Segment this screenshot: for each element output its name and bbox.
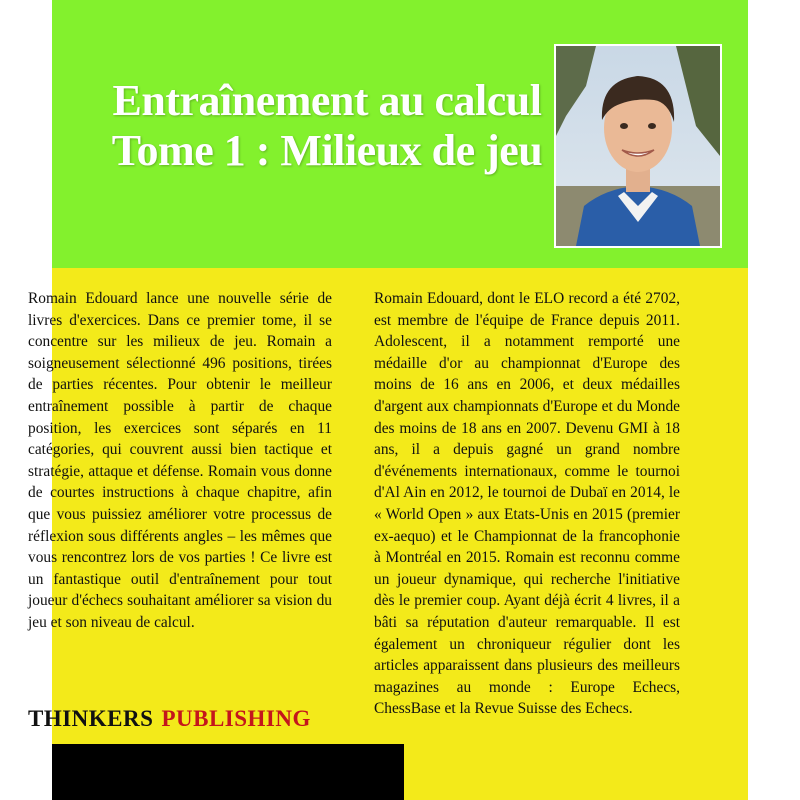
author-photo [554,44,722,248]
bottom-black-strip [52,744,404,800]
publisher-name-part2: PUBLISHING [161,706,311,731]
book-title [92,76,562,176]
author-portrait-image [556,46,720,246]
book-description: Romain Edouard lance une nouvelle série de livres d'exercices. Dans ce premier tome, il se concentre sur les milieux de jeu. Romain a soigneusement sélectionné 496 positions, tirées de parties récentes. Pour obtenir le meilleur entraînement possible à partir de chaque position, les exercices sont séparés en 11 catégories, qui couvrent aussi bien tactique et stratégie, attaque et défense. Romain vous donne de courtes instructions à chaque chapitre, afin que vous puissiez améliorer votre processus de réflexion sous différents angles – les mêmes que vous rencontrez lors de vos parties ! Ce livre est un fantastique outil d'entraînement pour tout joueur d'échecs souhaitant améliorer sa vision du jeu et son niveau de calcul. [28,290,332,631]
publisher-logo [28,706,311,732]
author-biography: Romain Edouard, dont le ELO record a été 2702, est membre de l'équipe de France depuis 2011. Adolescent, il a notamment remporté une médaille d'or au championnat d'Europe des moins de 16 ans en 2006, et deux médailles d'argent aux championnats d'Europe et du Monde des moins de 18 ans en 2007. Devenu GMI à 18 ans, il a depuis gagné un grand nombre d'événements internationaux, comme le tournoi d'Al Ain en 2012, le tournoi de Dubaï en 2014, le « World Open » aux Etats-Unis en 2015 (premier ex-aequo) et le Championnat de la francophonie à Montréal en 2015. Romain est reconnu comme un joueur dynamique, qui recherche l'initiative dès le premier coup. Ayant déjà écrit 4 livres, il a bâti sa réputation d'auteur remarquable. Il est également un chroniqueur régulier dont les articles apparaissent dans plusieurs des meilleurs magazines au monde : Europe Echecs, ChessBase et la Revue Suisse des Echecs. [374,290,680,718]
publisher-name-part1: THINKERS [28,706,154,731]
title-line-1: Entraînement au calcul [112,76,542,125]
title-line-2: Tome 1 : Milieux de jeu [111,126,543,175]
